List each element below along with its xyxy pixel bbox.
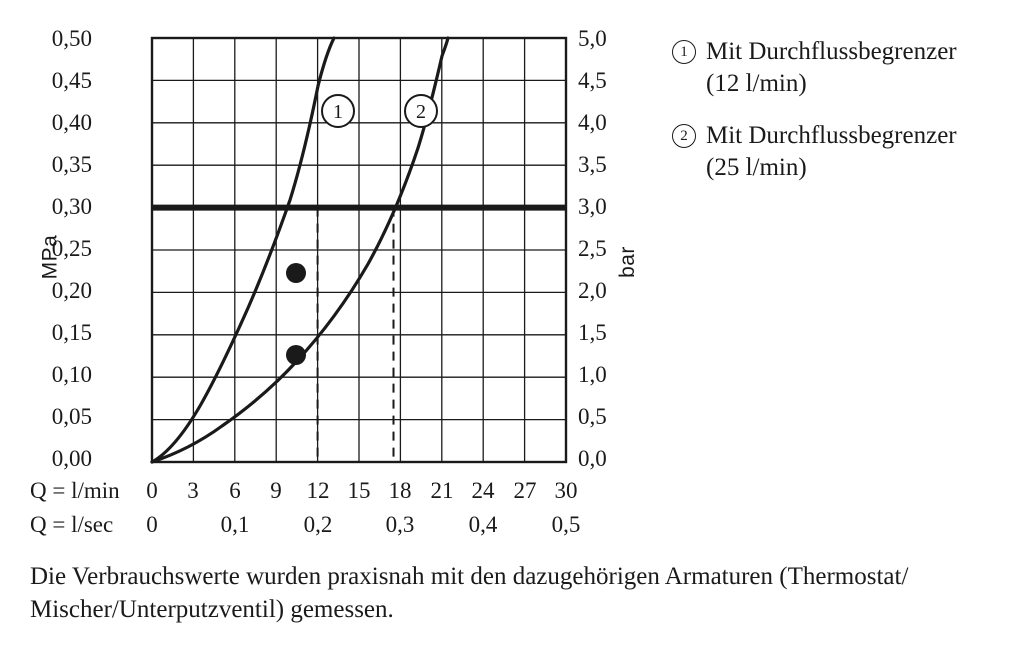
y-tick-right-8: 1,0	[578, 362, 607, 387]
operating-point-series-2	[286, 345, 306, 365]
operating-point-series-1	[286, 263, 306, 283]
legend-marker-2-icon: 2	[672, 124, 696, 148]
legend-item-1	[672, 36, 1012, 100]
y-tick-left-4: 0,30	[51, 194, 92, 219]
x-tick-lmin-6: 18	[388, 478, 412, 503]
y-tick-right-1: 4,5	[578, 68, 607, 93]
x-tick-lmin-4: 12	[306, 478, 330, 503]
y-tick-left-6: 0,20	[51, 278, 92, 303]
x-tick-lmin-3: 9	[270, 478, 282, 503]
x-axis-row1-title: Q = l/min	[30, 478, 120, 503]
legend-label-1-line1: Mit Durchflussbegrenzer	[706, 38, 957, 65]
x-axis-row2-title: Q = l/sec	[30, 512, 114, 537]
x-tick-lmin-10: 30	[554, 478, 578, 503]
y-tick-right-6: 2,0	[578, 278, 607, 303]
x-tick-lmin-7: 21	[430, 478, 454, 503]
y-tick-left-8: 0,10	[51, 362, 92, 387]
y-tick-right-2: 4,0	[578, 110, 607, 135]
legend-marker-1-icon: 1	[672, 40, 696, 64]
y-tick-right-4: 3,0	[578, 194, 607, 219]
legend-label-2	[706, 120, 957, 184]
chart-legend	[672, 36, 1012, 204]
x-tick-lsec-5: 0,5	[551, 512, 581, 537]
legend-item-2	[672, 120, 1012, 184]
svg-text:1: 1	[333, 101, 343, 123]
x-tick-lsec-0: 0	[146, 512, 158, 537]
y-tick-left-1: 0,45	[51, 68, 92, 93]
curve-badge-2	[405, 95, 437, 127]
footnote-line-1: Die Verbrauchswerte wurden praxisnah mit den dazugehörigen Armaturen (Thermostat/	[30, 563, 909, 590]
x-tick-lsec-2: 0,2	[303, 512, 333, 537]
x-tick-lmin-8: 24	[471, 478, 495, 503]
y-tick-right-3: 3,5	[578, 152, 607, 177]
legend-label-2-line2: (25 l/min)	[706, 154, 807, 181]
x-tick-lmin-0: 0	[146, 478, 158, 503]
footnote	[30, 560, 990, 626]
x-tick-lmin-1: 3	[187, 478, 199, 503]
curve-badge-1	[322, 95, 354, 127]
x-tick-lmin-5: 15	[347, 478, 371, 503]
y-tick-left-5: 0,25	[51, 236, 92, 261]
y-tick-right-10: 0,0	[578, 446, 607, 471]
y-tick-left-7: 0,15	[51, 320, 92, 345]
y-tick-right-0: 5,0	[578, 26, 607, 51]
legend-label-2-line1: Mit Durchflussbegrenzer	[706, 122, 957, 149]
footnote-line-2: Mischer/Unterputzventil) gemessen.	[30, 596, 394, 623]
y-tick-left-2: 0,40	[51, 110, 92, 135]
legend-label-1	[706, 36, 957, 100]
y-tick-right-7: 1,5	[578, 320, 607, 345]
y-axis-right-title: bar	[615, 246, 639, 278]
y-tick-left-9: 0,05	[51, 404, 92, 429]
y-axis-left-title: MPa	[38, 234, 62, 280]
x-tick-lsec-3: 0,3	[385, 512, 415, 537]
legend-label-1-line2: (12 l/min)	[706, 70, 807, 97]
svg-text:2: 2	[416, 101, 426, 123]
x-tick-lmin-9: 27	[513, 478, 537, 503]
y-tick-left-10: 0,00	[51, 446, 92, 471]
x-tick-lsec-4: 0,4	[468, 512, 498, 537]
y-tick-right-9: 0,5	[578, 404, 607, 429]
y-tick-left-3: 0,35	[51, 152, 92, 177]
x-tick-lmin-2: 6	[229, 478, 241, 503]
x-tick-lsec-1: 0,1	[220, 512, 250, 537]
y-tick-right-5: 2,5	[578, 236, 607, 261]
y-tick-left-0: 0,50	[51, 26, 92, 51]
